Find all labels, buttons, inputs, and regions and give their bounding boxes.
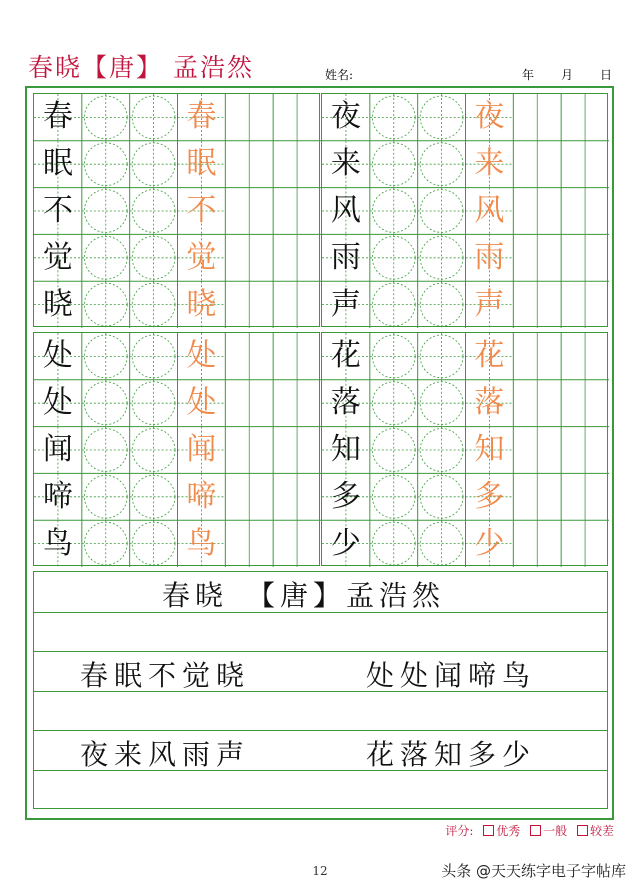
- score-option: 优秀: [496, 824, 521, 838]
- trace-character: 闻: [186, 432, 217, 467]
- trace-character: 春: [186, 99, 217, 135]
- model-character: 落: [330, 385, 361, 421]
- trace-character: 啼: [186, 478, 217, 514]
- model-character: 知: [330, 432, 361, 467]
- score-option: 较差: [589, 824, 614, 838]
- model-character: 春: [42, 99, 73, 135]
- trace-character: 少: [474, 525, 505, 561]
- trace-character: 眠: [186, 146, 217, 182]
- checkbox-average[interactable]: [530, 825, 541, 836]
- trace-character: 雨: [474, 239, 505, 275]
- practice-block: [321, 93, 608, 327]
- name-label: 姓名:: [325, 68, 354, 82]
- year-label: 年: [522, 68, 535, 82]
- model-character: 觉: [42, 239, 73, 275]
- model-character: 晓: [42, 286, 73, 322]
- trace-character: 不: [186, 193, 217, 228]
- trace-character: 声: [474, 286, 505, 322]
- model-character: 不: [42, 193, 73, 228]
- model-character: 多: [330, 478, 361, 514]
- model-character: 闻: [42, 432, 73, 467]
- watermark: 头条 @天天练字电子字帖库: [441, 862, 626, 880]
- trace-character: 觉: [186, 239, 217, 275]
- model-character: 处: [42, 385, 73, 421]
- trace-character: 处: [186, 385, 217, 421]
- trace-character: 鸟: [186, 525, 217, 561]
- model-character: 雨: [330, 239, 361, 275]
- poem-title: 春晓 【唐】孟浩然: [162, 579, 446, 612]
- model-character: 处: [42, 338, 73, 374]
- practice-block: [33, 93, 320, 327]
- model-character: 啼: [42, 478, 73, 514]
- score-option: 一般: [543, 824, 568, 838]
- trace-character: 夜: [474, 99, 505, 135]
- model-character: 夜: [330, 99, 361, 135]
- model-character: 声: [330, 286, 361, 322]
- model-character: 眠: [42, 146, 73, 182]
- poem-line: 处处闻啼鸟: [366, 659, 537, 692]
- trace-character: 知: [474, 432, 505, 467]
- model-character: 少: [330, 525, 361, 561]
- poem-line: 花落知多少: [366, 738, 537, 771]
- model-character: 风: [330, 193, 361, 228]
- day-label: 日: [600, 68, 613, 82]
- ruled-line: [34, 730, 607, 731]
- trace-character: 落: [474, 385, 505, 421]
- practice-block: [321, 332, 608, 566]
- score-label: 评分:: [445, 824, 474, 838]
- poem-line: 春眠不觉晓: [80, 659, 251, 692]
- trace-character: 晓: [186, 286, 217, 322]
- poem-box: [33, 571, 608, 809]
- trace-character: 花: [474, 338, 505, 374]
- score-section: [445, 822, 614, 839]
- ruled-line: [34, 651, 607, 652]
- checkbox-excellent[interactable]: [483, 825, 494, 836]
- trace-character: 处: [186, 338, 217, 374]
- trace-character: 来: [474, 146, 505, 182]
- poem-line: 夜来风雨声: [80, 738, 251, 771]
- header-title: 春晓【唐】 孟浩然: [28, 53, 254, 82]
- practice-block: [33, 332, 320, 566]
- checkbox-poor[interactable]: [577, 825, 588, 836]
- model-character: 花: [330, 338, 361, 374]
- month-label: 月: [561, 68, 574, 82]
- trace-character: 多: [474, 478, 505, 514]
- model-character: 来: [330, 146, 361, 182]
- page-number: 12: [312, 864, 328, 878]
- model-character: 鸟: [42, 525, 73, 561]
- trace-character: 风: [474, 193, 505, 228]
